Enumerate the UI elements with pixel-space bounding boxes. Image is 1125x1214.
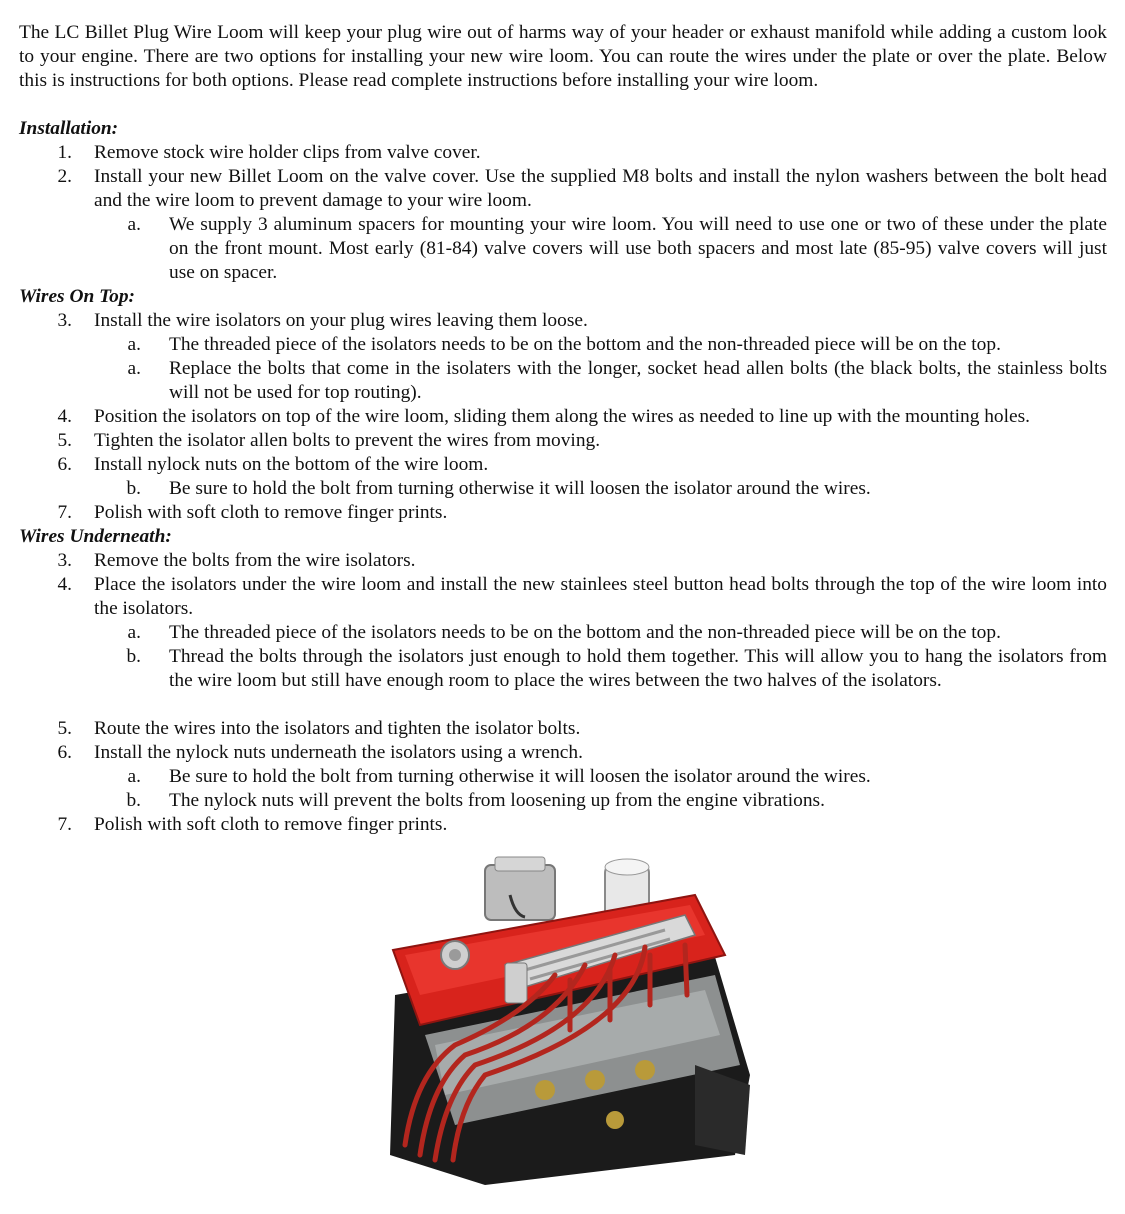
intro-paragraph: The LC Billet Plug Wire Loom will keep your plug wire out of harms way of your header or exhaust manifold while adding a custom look to your engine. There are two options for installing your new wire loom. You can route the wires under the plate or over the plate. Below this is instructions for both options. Please read complete instructions before installing your wire loom.: [19, 22, 1107, 91]
installation-heading: Installation:: [19, 118, 119, 139]
instruction-page: The LC Billet Plug Wire Loom will keep your plug wire out of harms way of your header or exhaust manifold while adding a custom look to your engine. There are two options for installing your new wire loom. You can route the wires under the plate or over the plate. Below this is instructions for both options. Please read complete instructions before installing your wire loom. Installation: 1. Remove stock wire holder clips from valve cover. 2. Install your new Billet Loom on the valve cover. Use the supplied M8 bolts and install the nylon washers between the bolt head and the wire loom to prevent damage to your wire loom. a. We supply 3 aluminum spacers for mounting your wire loom. You will need to use one or two of these under the plate on the front mount. Most early (81-84) valve covers will use both spacers and most late (85-95) valve covers will just use on spacer. Wires On Top: 3. Install the wire isolators on your plug wires leaving them loose. a. The threaded piece of the isolators needs to be on the bottom and the non-threaded piece will be on the top. a. Replace the bolts that come in the isolaters with the longer, socket head allen bolts (the black bolts, the stainless bolts will not be used for top routing). 4. Position the isolators on top of the wire loom, sliding them along the wires as needed to line up with the mounting holes. 5. Tighten the isolator allen bolts to prevent the wires from moving. 6. Install nylock nuts on the bottom of the wire loom. b. Be sure to hold the bolt from turning otherwise it will loosen the isolator around the wires. 7. Polish with soft cloth to remove finger prints. Wires Underneath: 3. Remove the bolts from the wire isolators. 4. Place the isolators under the wire loom and install the new stainlees steel button head bolts through the top of the wire loom into the isolators. a. The threaded piece of the isolators needs to be on the bottom and the non-threaded piece will be on the top. b. Thread the bolts through the isolators just enough to hold them together. This will allow you to hang the isolators from the wire loom but still have enough room to place the wires between the two halves of the isolators. 5. Route the wires into the isolators and tighten the isolator bolts. 6. Install the nylock nuts underneath the isolators using a wrench. a. Be sure to hold the bolt from turning otherwise it will loosen the isolator around the wires. b. The nylock nuts will prevent the bolts from loosening up from the engine vibrations. 7. Polish with soft cloth to remove finger prints.: [0, 0, 1125, 1214]
engine-photo: [365, 855, 765, 1200]
wires-on-top-heading: Wires On Top:: [19, 286, 136, 307]
wires-underneath-heading: Wires Underneath:: [19, 526, 172, 547]
